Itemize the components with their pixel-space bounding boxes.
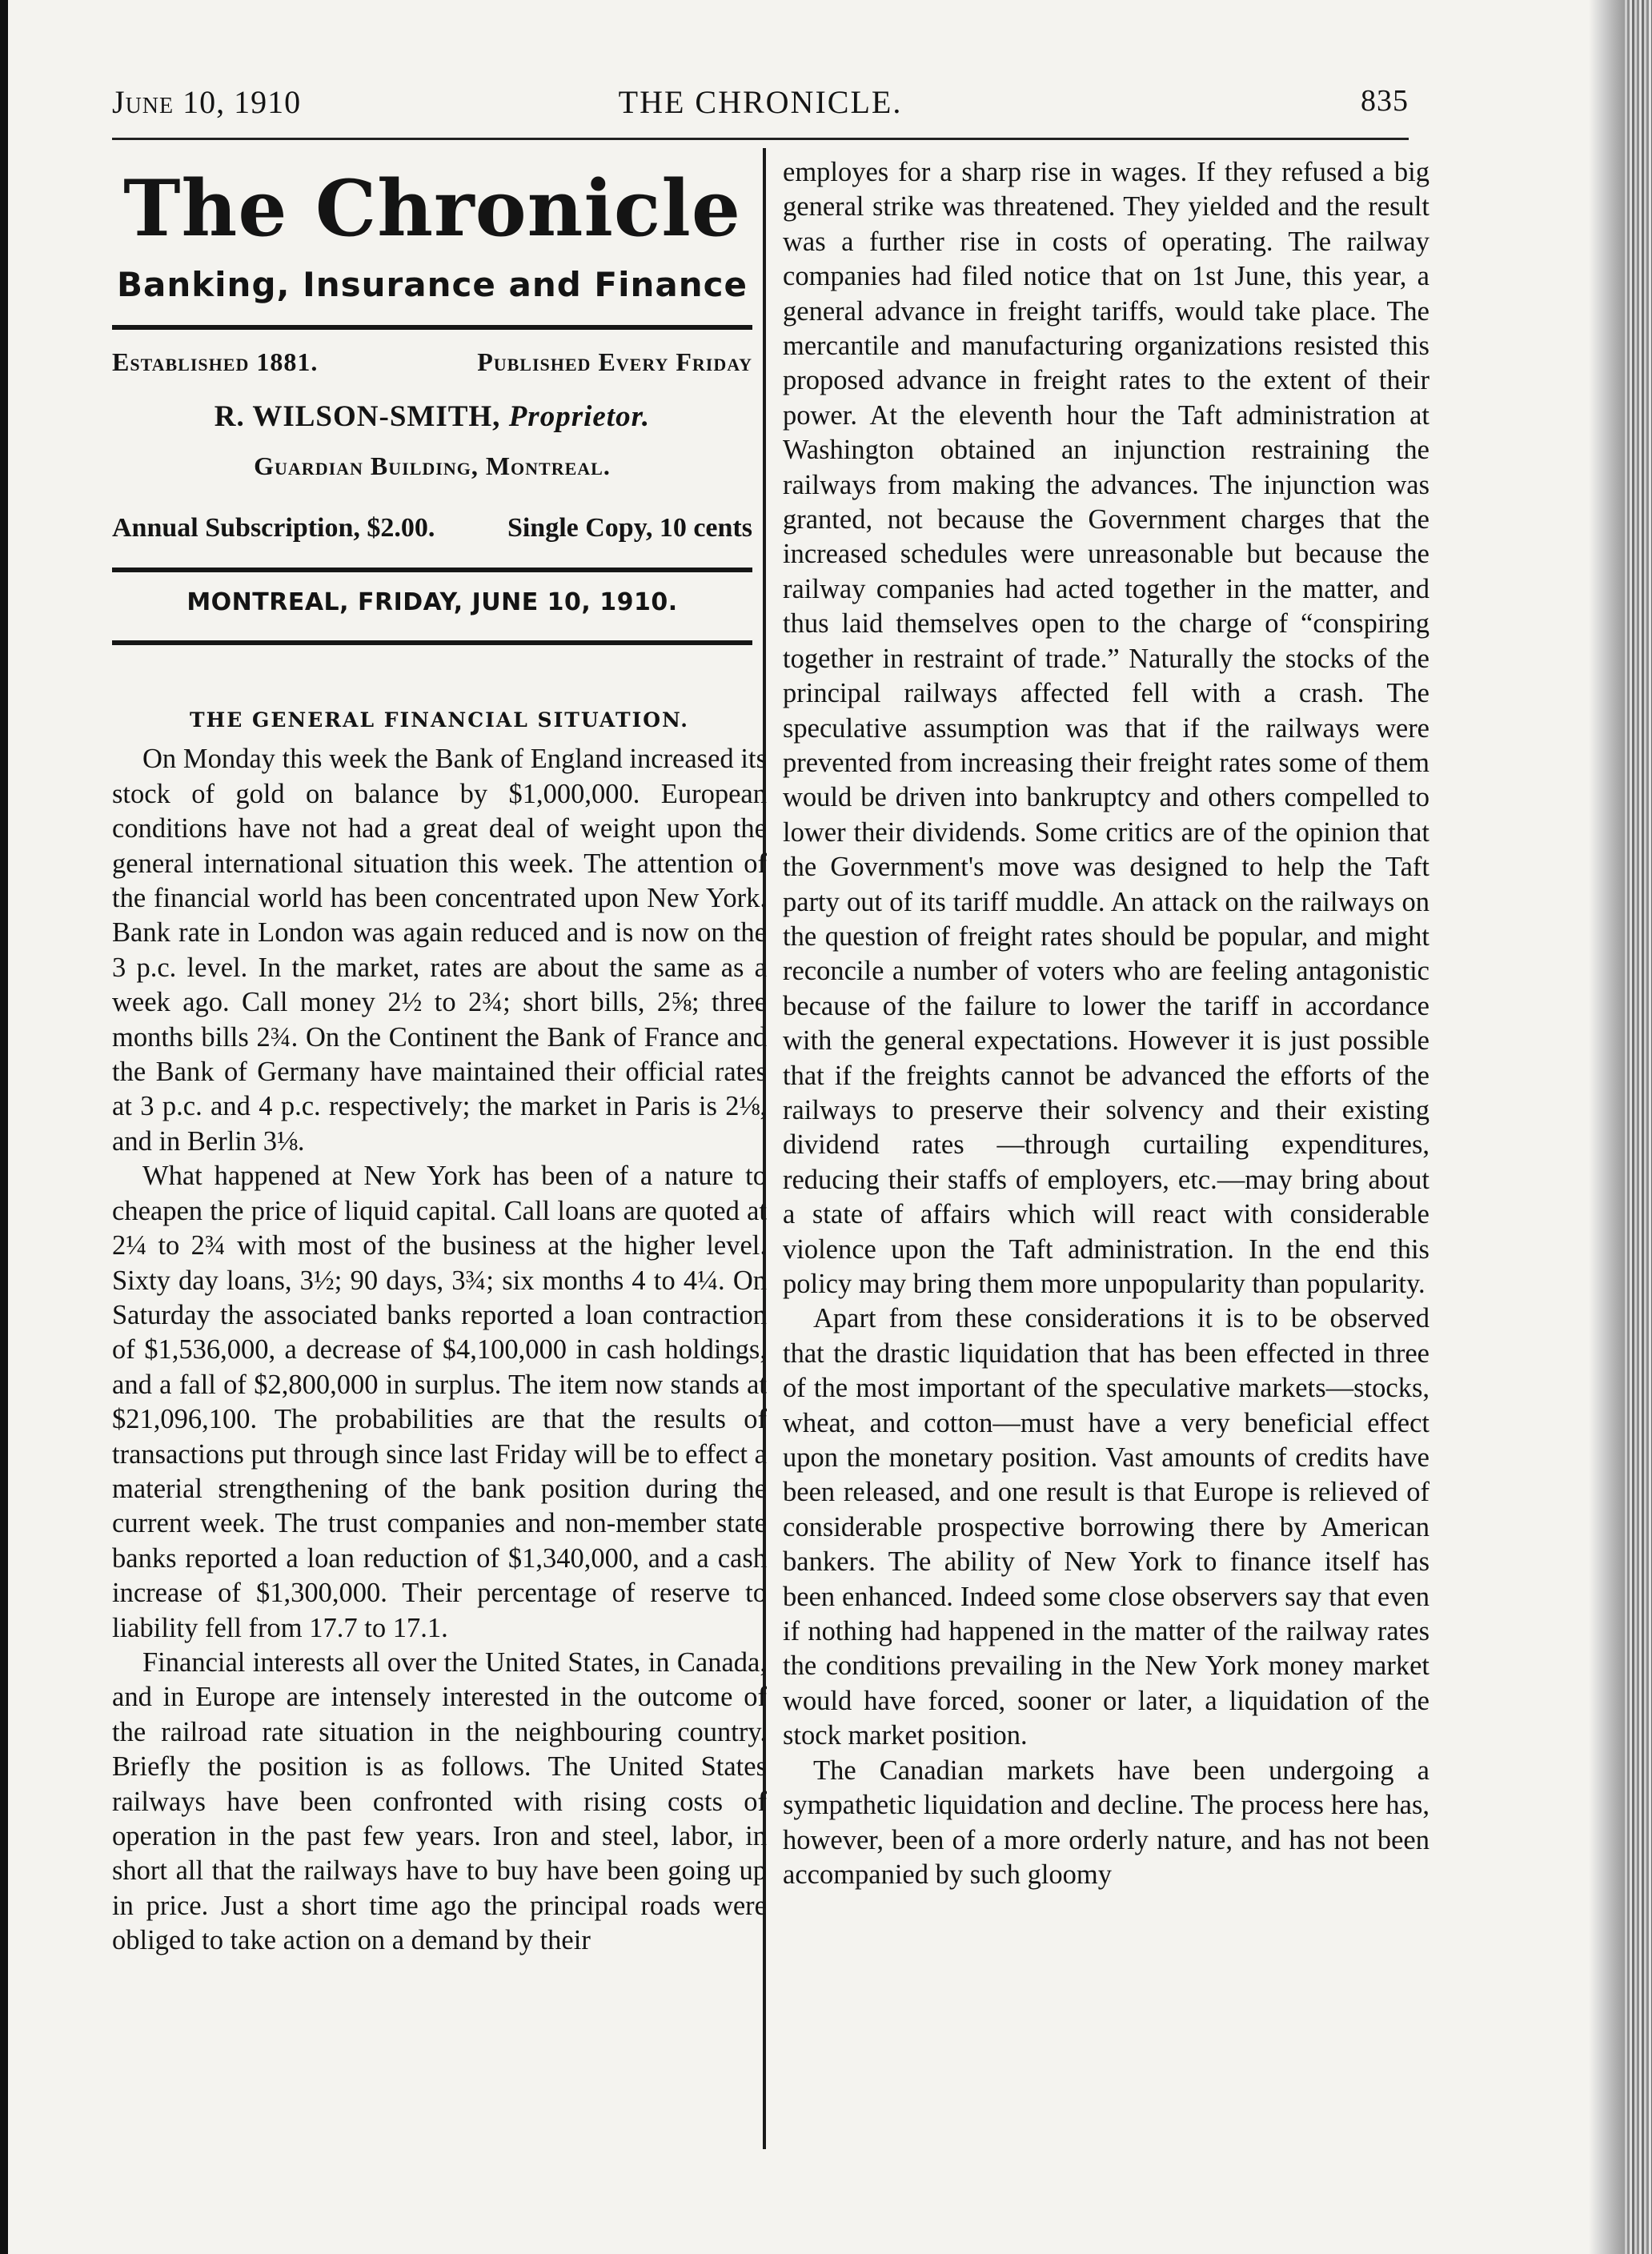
book-binding-edge — [1625, 0, 1652, 2254]
article-paragraph: What happened at New York has been of a nature to cheapen the price of liquid capital. Call loans are quoted at 2¼ to 2¾ with most of the business at the higher level. Sixty day loans, 3½; 90 days, 3¾; six months 4 to 4¼. On Saturday the associated banks reported a loan contraction of $1,536,000, a decrease of $4,100,000 in cash holdings, and a fall of $2,800,000 in surplus. The item now stands at $21,096,100. The probabilities are that the results of transactions put through since last Friday will be to effect a material strengthening of the bank position during the current week. The trust companies and non-member state banks reported a loan reduction of $1,340,000, and a cash increase of $1,300,000. Their percentage of reserve to liability fell from 17.7 to 17.1. — [112, 1161, 767, 1643]
masthead-established-row — [112, 347, 752, 377]
masthead-subtitle: Banking, Insurance and Finance — [116, 265, 748, 304]
article-paragraph: Apart from these considerations it is to be observed that the drastic liquidation that has been effected in three of the most important of the speculative markets—stocks, wheat, and cotton—must have a very beneficial effect upon the monetary position. Vast amounts of credits have been released, and one result is that Europe is relieved of considerable prospective borrowing there by American bankers. The ability of New York to finance itself has been enhanced. Indeed some close observers say that even if nothing had happened in the matter of the railway rates the conditions prevailing in the New York money market would have forced, sooner or later, a liquidation of the stock market position. — [783, 1303, 1429, 1751]
article-heading: THE GENERAL FINANCIAL SITUATION. — [189, 708, 689, 732]
article-paragraph: The Canadian markets have been undergoing a sympathetic liquidation and decline. The process here has, however, been of a more orderly nature, and has not been accompanied by such gloomy — [783, 1755, 1429, 1890]
page-number: 835 — [1361, 84, 1409, 118]
masthead-title: The Chronicle — [123, 163, 741, 254]
running-head — [112, 80, 1409, 128]
scan-left-edge — [0, 0, 8, 2254]
running-head-date: June 10, 1910 — [112, 84, 302, 120]
established-text: Established 1881. — [112, 347, 319, 376]
article-paragraph: On Monday this week the Bank of England increased its stock of gold on balance by $1,000,000. European conditions have not had a great deal of weight upon the general international situation this week. The attention of the financial world has been concentrated upon New York. Bank rate in London was again reduced and is now on the 3 p.c. level. In the market, rates are about the same as a week ago. Call money 2½ to 2¾; short bills, 2⅝; three months bills 2¾. On the Continent the Bank of France and the Bank of Germany have maintained their official rates at 3 p.c. and 4 p.c. respectively; the market in Paris is 2⅛, and in Berlin 3⅛. — [112, 744, 767, 1157]
article-paragraph: Financial interests all over the United States, in Canada, and in Europe are intensely interested in the outcome of the railroad rate situation in the neighbouring country. Briefly the position is as follows. The United States railways have been confronted with rising costs of operation in the past few years. Iron and steel, labor, in short all that the railways have to buy have been going up in price. Just a short time ago the principal roads were obliged to take action on a demand by their — [112, 1646, 767, 1956]
annual-subscription: Annual Subscription, $2.00. — [112, 513, 435, 543]
subscription-row — [112, 513, 752, 543]
running-head-publication: THE CHRONICLE. — [618, 84, 903, 120]
article-paragraph: employes for a sharp rise in wages. If they refused a big general strike was threatened. They yielded and the result was a further rise in costs of operating. The railway companies had filed notice that on 1st June, this year, a general advance in freight tariffs, would take place. The mercantile and manufacturing organizations resisted this proposed advance in freight rates to the extent of their power. At the eleventh hour the Taft administration at Washington obtained an injunction restraining the railways from making the advances. The injunction was granted, not because the Government charges that the increased schedules were unreasonable but because the railway companies had acted together in the matter, and thus laid themselves open to the charge of “conspiring together in restraint of trade.” Naturally the stocks of the principal railways affected fell with a crash. The speculative assumption was that if the railways were prevented from increasing their freight rates some of them would be driven into bankruptcy and others compelled to lower their dividends. Some critics are of the opinion that the Government's move was designed to help the Taft party out of its tariff muddle. An attack on the railways on the question of freight rates should be popular, and might reconcile a number of voters who are feeling antagonistic because of the failure to lower the tariff in accordance with the general expectations. However it is just possible that if the freights cannot be advanced the efforts of the railways to preserve their solvency and their existing dividend rates —through curtailing expenditures, reducing their staffs of employers, etc.—may bring about a state of affairs which will react with considerable violence upon the Taft administration. In the end this policy may bring them more unpopularity than popularity. — [783, 157, 1429, 1299]
masthead-rule-middle — [112, 568, 752, 572]
proprietor-line — [112, 399, 752, 434]
article-column-right — [783, 155, 1429, 1892]
proprietor-role: Proprietor. — [508, 400, 651, 433]
masthead-rule-top — [112, 325, 752, 330]
published-text: Published Every Friday — [477, 347, 752, 376]
masthead-rule-bottom — [112, 640, 752, 645]
proprietor-name: R. WILSON-SMITH, — [214, 400, 501, 433]
masthead — [112, 152, 752, 645]
masthead-address: Guardian Building, Montreal. — [254, 451, 611, 480]
issue-line: MONTREAL, FRIDAY, JUNE 10, 1910. — [186, 588, 678, 616]
single-copy-price: Single Copy, 10 cents — [507, 513, 752, 543]
page-gutter-shadow — [1589, 0, 1625, 2254]
article-column-left — [112, 703, 767, 1959]
header-rule — [112, 138, 1409, 140]
